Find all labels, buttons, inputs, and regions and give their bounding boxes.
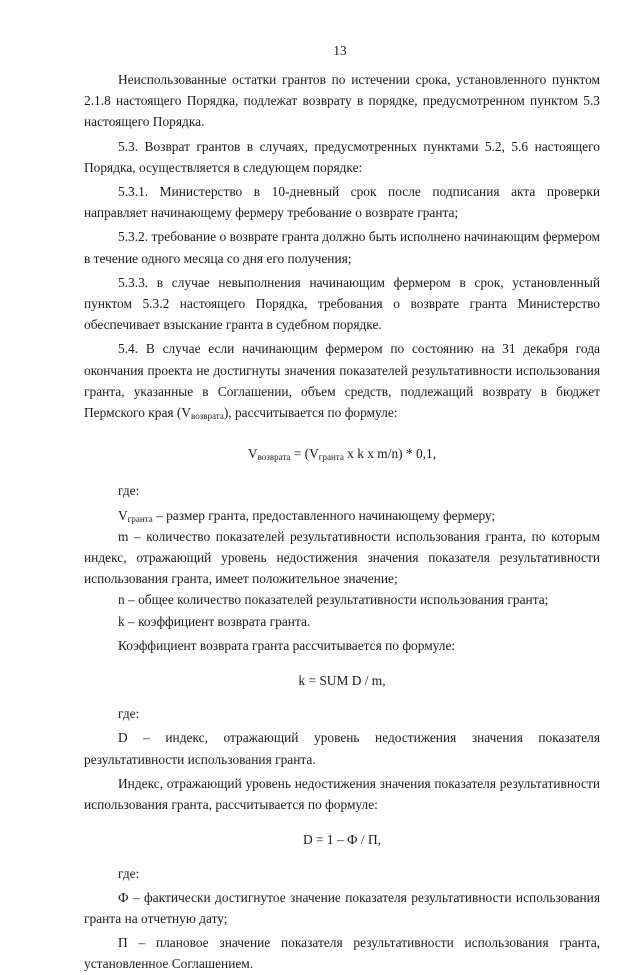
formula-sub-grant: гранта [318,452,344,463]
paragraph-5-3-3: 5.3.3. в случае невыполнения начинающим фермером в срок, установленный пунктом 5.3.2 настоящего Порядка, требования о возврате гранта Министерство обеспечивает взыскание гранта в судебном порядке. [84,274,600,333]
paragraph-5-4 [84,338,600,423]
vgrant-v: V [118,507,128,523]
formula-end: x k x m/n) * 0,1, [343,446,437,462]
paragraph-5-3: 5.3. Возврат грантов в случаях, предусмотренных пунктами 5.2, 5.6 настоящего Порядка, осуществляется в следующем порядке: [84,138,600,175]
formula-coefficient: k = SUM D / m, [298,673,386,689]
page-number: 13 [333,43,347,58]
definition-m: m – количество показателей результативности использования гранта, по которым индекс, отражающий уровень недостижения значения показателя результативности использования гранта, имеет положительное значение; [84,528,600,587]
formula-sub-return: возврата [257,452,291,463]
definition-k: k – коэффициент возврата гранта. [118,613,311,629]
vgrant-sub: гранта [127,513,153,524]
where-label-3: где: [118,865,140,881]
where-label-2: где: [118,706,140,722]
paragraph-5-4-end: ), рассчитывается по формуле: [223,405,398,421]
definition-n: n – общее количество показателей результативности использования гранта; [118,592,549,608]
definition-f: Ф – фактически достигнутое значение показателя результативности использования гранта на отчетную дату; [84,889,600,926]
paragraph-unused-remainders: Неиспользованные остатки грантов по истечении срока, установленного пунктом 2.1.8 настоящего Порядка, подлежат возврату в порядке, предусмотренном пунктом 5.3 настоящего Порядка. [84,72,600,130]
coefficient-intro: Коэффициент возврата гранта рассчитывается по формуле: [118,637,456,653]
paragraph-5-3-1: 5.3.1. Министерство в 10-дневный срок после подписания акта проверки направляет начинающему фермеру требование о возврате гранта; [84,184,600,221]
formula-return-amount [84,443,600,464]
definition-vgrant [84,505,600,526]
paragraph-5-4-subscript: возврата [191,411,224,422]
definition-d: D – индекс, отражающий уровень недостижения значения показателя результативности использования гранта. [84,730,600,767]
index-intro: Индекс, отражающий уровень недостижения значения показателя результативности использования гранта, рассчитывается по формуле: [84,775,600,813]
formula-index: D = 1 – Ф / П, [302,832,382,848]
where-label-1: где: [118,483,140,499]
vgrant-text: – размер гранта, предоставленного начинающему фермеру; [152,507,496,523]
formula-mid: = (V [290,446,319,462]
formula-v: V [247,446,258,462]
paragraph-5-4-start: 5.4. В случае если начинающим фермером по состоянию на 31 декабря года окончания проекта не достигнуты значения показателей результативности использования гранта, указанные в Соглашении, объем средств, подлежащий возврату в бюджет Пермского края (V [84,341,600,421]
paragraph-5-3-2: 5.3.2. требование о возврате гранта должно быть исполнено начинающим фермером в течение одного месяца со дня его получения; [84,229,600,266]
definition-p: П – плановое значение показателя результативности использования гранта, установленное Соглашением. [84,935,600,972]
